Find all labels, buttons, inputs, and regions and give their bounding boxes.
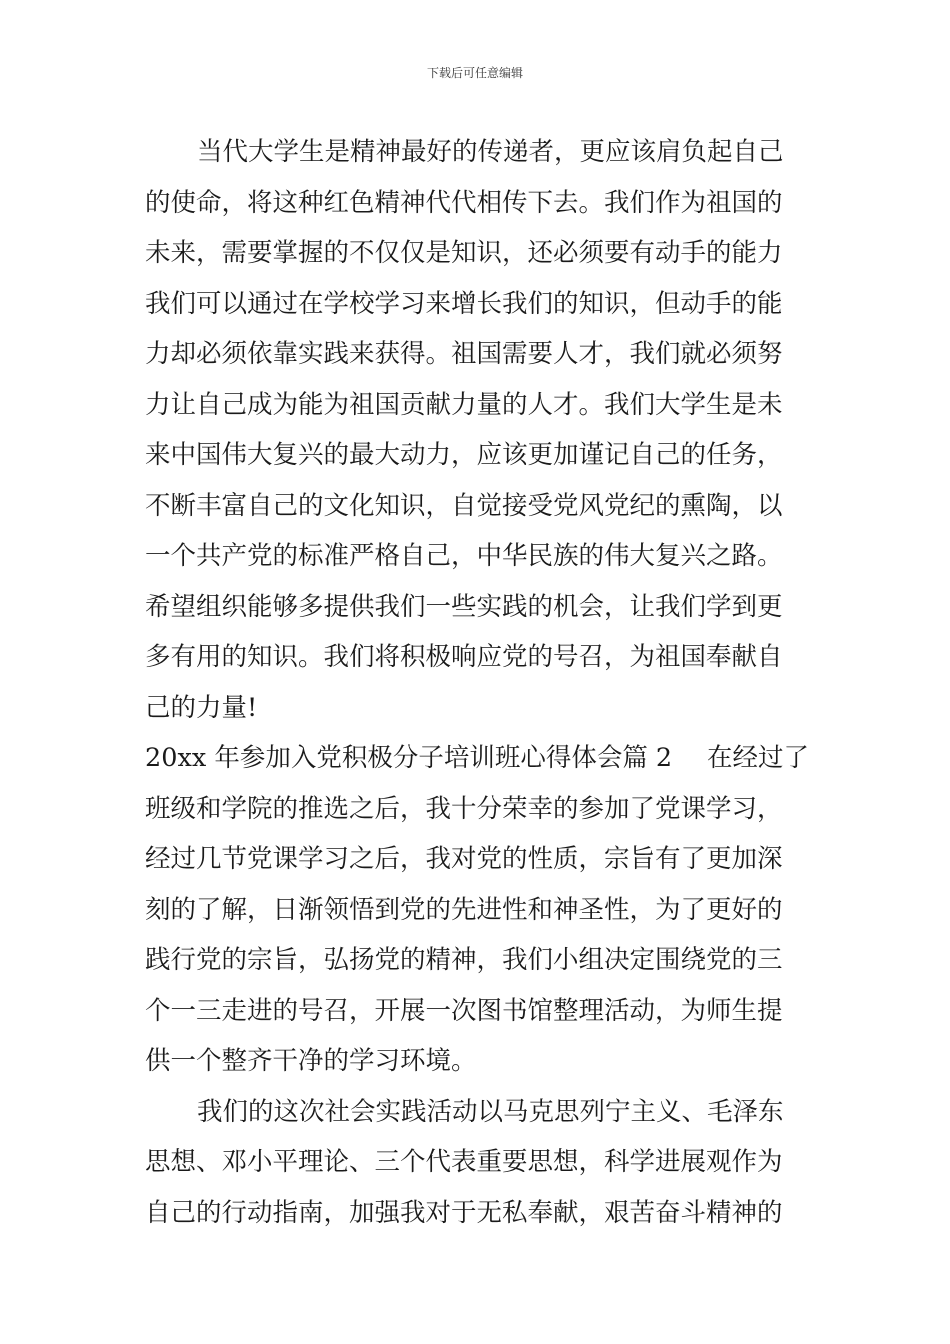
section-heading: 20xx 年参加入党积极分子培训班心得体会篇 2 [145,743,673,773]
paragraph-line: 供一个整齐干净的学习环境。 [145,1046,477,1076]
paragraph-line: 力让自己成为能为祖国贡献力量的人才。我们大学生是未 [145,389,783,420]
paragraph-line: 希望组织能够多提供我们一些实践的机会，让我们学到更 [145,591,783,622]
paragraph-line: 刻的了解，日渐领悟到党的先进性和神圣性，为了更好的 [145,894,783,925]
paragraph-line: 思想、邓小平理论、三个代表重要思想，科学进展观作为 [145,1147,783,1177]
paragraph-line: 我们可以通过在学校学习来增长我们的知识，但动手的能 [145,288,783,319]
section-heading-line [145,733,809,784]
paragraph-line: 经过几节党课学习之后，我对党的性质，宗旨有了更加深 [145,844,783,874]
page-header: 下载后可任意编辑 [426,66,523,80]
paragraph-line: 班级和学院的推选之后，我十分荣幸的参加了党课学习， [145,793,783,824]
paragraph-start: 在经过了 [706,743,809,773]
paragraph-line: 我们的这次社会实践活动以马克思列宁主义、毛泽东 [197,1096,784,1127]
paragraph-line: 当代大学生是精神最好的传递者，更应该肩负起自己 [197,137,784,167]
paragraph-line: 多有用的知识。我们将积极响应党的号召，为祖国奉献自 [145,642,783,672]
paragraph-line: 未来，需要掌握的不仅仅是知识，还必须要有动手的能力 [145,238,783,268]
paragraph-line: 践行党的宗旨，弘扬党的精神，我们小组决定围绕党的三 [145,945,783,975]
paragraph-line: 力却必须依靠实践来获得。祖国需要人才，我们就必须努 [145,339,783,369]
paragraph-line: 一个共产党的标准严格自己，中华民族的伟大复兴之路。 [145,541,783,571]
document-body [145,127,809,1238]
paragraph-line: 自己的行动指南，加强我对于无私奉献，艰苦奋斗精神的 [145,1197,783,1228]
paragraph-line: 不断丰富自己的文化知识，自觉接受党风党纪的熏陶，以 [145,490,783,521]
paragraph-line: 的使命，将这种红色精神代代相传下去。我们作为祖国的 [145,187,783,218]
paragraph-line: 己的力量! [145,692,258,723]
paragraph-line: 个一三走进的号召，开展一次图书馆整理活动，为师生提 [145,995,783,1026]
paragraph-line: 来中国伟大复兴的最大动力，应该更加谨记自己的任务， [145,440,783,470]
